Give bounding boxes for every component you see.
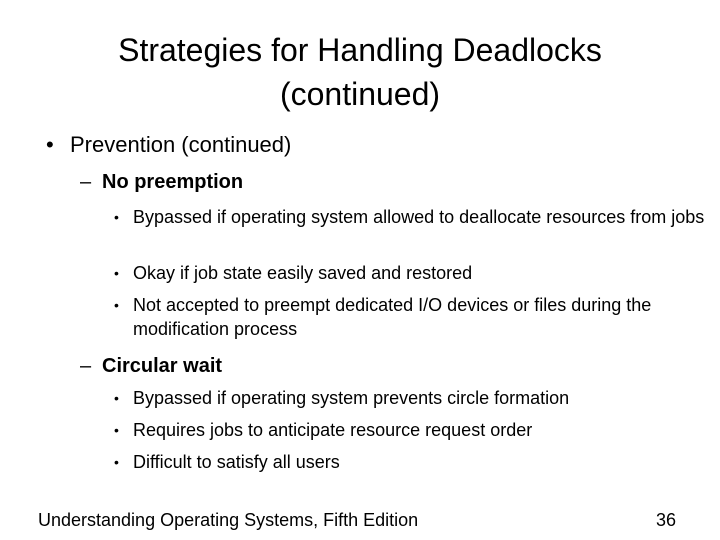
item-bypassed-deallocate-text: Bypassed if operating system allowed to deallocate resources from jobs: [133, 207, 705, 227]
subheading-circular-wait-text: Circular wait: [102, 355, 223, 377]
slide-title-line-1: Strategies for Handling Deadlocks: [118, 32, 602, 68]
item-not-accepted-preempt-text: Not accepted to preempt dedicated I/O devices or files during the modification process: [133, 295, 652, 339]
item-okay-job-state-text: Okay if job state easily saved and restored: [133, 263, 473, 283]
bullet-icon: •: [114, 265, 119, 281]
dash-icon: –: [80, 171, 92, 193]
footer-book-title: Understanding Operating Systems, Fifth Edition: [38, 510, 419, 530]
slide-title-line-2: (continued): [279, 76, 441, 112]
bullet-icon: •: [46, 132, 54, 157]
bullet-icon: •: [114, 454, 119, 470]
dash-icon: –: [80, 355, 92, 377]
bullet-icon: •: [114, 209, 119, 225]
bullet-icon: •: [114, 422, 119, 438]
item-circle-formation-text: Bypassed if operating system prevents circle formation: [133, 388, 570, 408]
item-difficult-users-text: Difficult to satisfy all users: [133, 452, 340, 472]
slide-title: [0, 28, 720, 116]
footer-page-number: 36: [655, 510, 676, 530]
bullet-icon: •: [114, 390, 119, 406]
bullet-prevention-text: Prevention (continued): [70, 132, 292, 157]
subheading-no-preemption-text: No preemption: [102, 171, 244, 193]
bullet-icon: •: [114, 297, 119, 313]
item-anticipate-order-text: Requires jobs to anticipate resource request order: [133, 420, 533, 440]
